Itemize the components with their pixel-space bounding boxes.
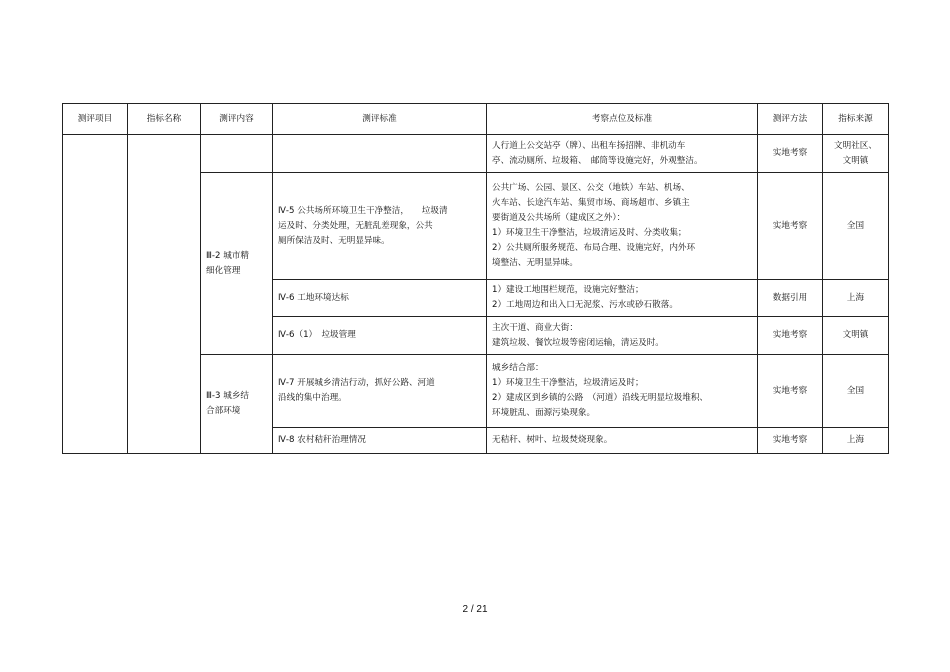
points-cell [487,355,758,428]
standard-cell: Ⅳ-6 工地环境达标 [273,280,487,317]
points-cell [487,135,758,173]
header-cell: 测评项目 [63,104,128,135]
points-line: 1）环境卫生干净整洁，垃圾清运及时； [492,378,644,388]
source-cell: 上海 [823,280,889,317]
points-line: 人行道上公交站亭（牌）、出租车扬招牌、非机动车 [492,140,686,151]
source-cell: 全国 [823,355,889,428]
points-cell [487,173,758,280]
method-cell: 实地考察 [758,135,823,173]
points-line: 2）建成区到乡镇的公路 （河道）沿线无明显垃圾堆积、 [492,393,709,403]
method-cell: 实地考察 [758,355,823,428]
points-cell [487,317,758,355]
standard-line: 运及时、分类处理，无脏乱差现象，公共 [278,220,433,231]
points-line: 要街道及公共场所（建成区之外）： [492,213,626,223]
evaluation-table [62,103,889,454]
points-line: 建筑垃圾、餐饮垃圾等密闭运输，清运及时。 [492,337,664,348]
header-cell: 指标名称 [128,104,201,135]
points-line: 亭、流动厕所、垃圾箱、 邮筒等设施完好，外观整洁。 [492,155,703,166]
method-cell: 数据引用 [758,280,823,317]
points-line: 公共广场、公园、景区、公交（地铁）车站、机场、 [492,183,690,193]
project-cell [63,135,128,454]
points-line: 1）环境卫生干净整洁，垃圾清运及时、分类收集； [492,228,687,238]
standard-cell [273,173,487,280]
content-cell [201,355,273,454]
standard-cell: Ⅳ-6（1） 垃圾管理 [273,317,487,355]
content-cell [201,173,273,355]
standard-line: 厕所保洁及时、无明显异味。 [278,235,390,246]
points-cell: 无秸秆、树叶、垃圾焚烧现象。 [487,428,758,454]
points-line: 环境脏乱、面源污染现象。 [492,408,596,418]
standard-cell: Ⅳ-8 农村秸秆治理情况 [273,428,487,454]
header-cell: 测评方法 [758,104,823,135]
source-cell: 上海 [823,428,889,454]
page-number: 2 / 21 [462,604,488,615]
points-line: 主次干道、商业大街： [492,322,578,333]
points-cell [487,280,758,317]
points-line: 2）工地周边和出入口无泥浆、污水或砂石散落。 [492,300,678,310]
points-line: 2）公共厕所服务规范、布局合理、设施完好，内外环 [492,243,696,253]
header-cell: 考察点位及标准 [487,104,758,135]
source-cell: 文明镇 [823,317,889,355]
content-cell [201,135,273,173]
indicator-line: 合部环境 [206,406,241,416]
header-cell: 测评内容 [201,104,273,135]
points-line: 1）建设工地围栏规范，设施完好整洁； [492,285,644,295]
indicator-line: Ⅲ-3 城乡结 [206,391,250,401]
source-cell: 全国 [823,173,889,280]
standard-cell [273,355,487,428]
header-cell: 测评标准 [273,104,487,135]
points-line: 城乡结合部： [492,363,544,373]
standard-line: 沿线的集中治理。 [278,393,347,403]
standard-cell [273,135,487,173]
method-cell: 实地考察 [758,317,823,355]
source-line: 文明镇 [842,155,869,166]
standard-line: Ⅳ-7 开展城乡清洁行动，抓好公路、河道 [278,378,435,388]
table-row [63,135,889,173]
source-cell [823,135,889,173]
standard-line: Ⅳ-5 公共场所环境卫生干净整洁， 垃圾清 [278,205,448,216]
points-line: 境整洁、无明显异味。 [492,258,578,268]
indicator-line: Ⅲ-2 城市精 [206,250,250,261]
table-header-row [63,104,889,135]
method-cell: 实地考察 [758,428,823,454]
header-cell: 指标来源 [823,104,889,135]
indicator-name-cell [128,135,201,454]
source-line: 文明社区、 [834,140,877,151]
method-cell: 实地考察 [758,173,823,280]
points-line: 火车站、长途汽车站、集贸市场、商场超市、乡镇主 [492,198,690,208]
indicator-line: 细化管理 [206,265,241,276]
